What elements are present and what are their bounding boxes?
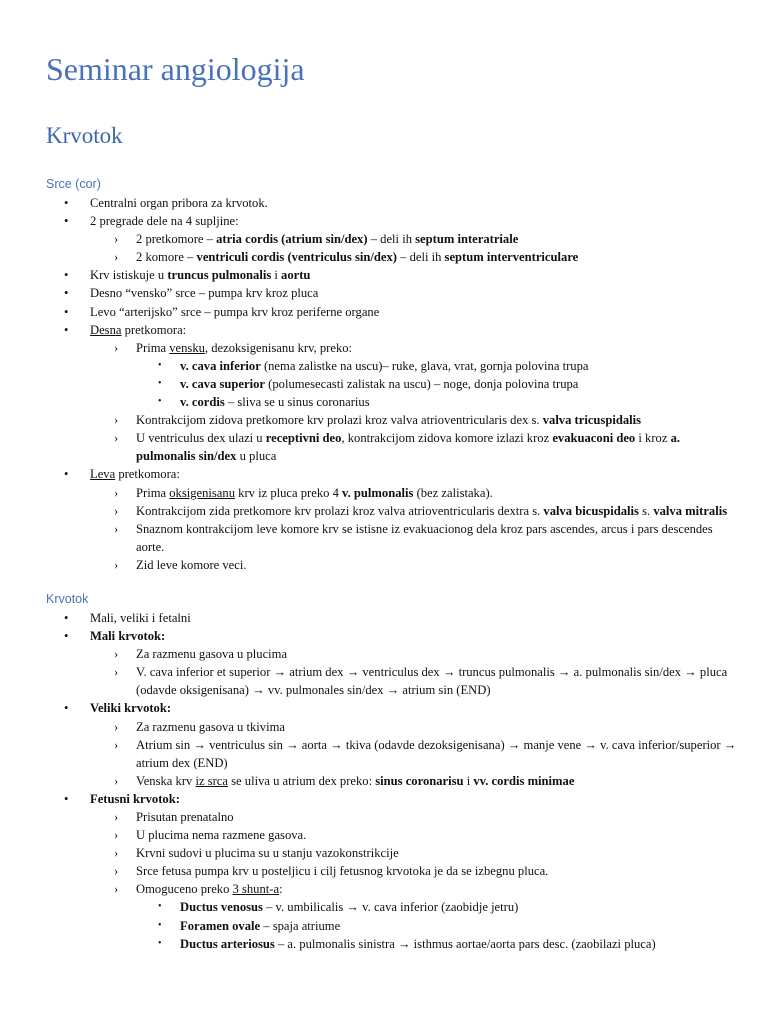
list-item xyxy=(46,627,738,645)
list-item-text: Centralni organ pribora za krvotok. xyxy=(90,196,268,210)
chevron-right-icon: › xyxy=(114,557,119,572)
chevron-right-icon: › xyxy=(114,719,119,734)
bullet-icon: • xyxy=(64,196,69,210)
list-item xyxy=(46,609,738,627)
list-item-text: U plucima nema razmene gasova. xyxy=(136,828,307,843)
list-item xyxy=(46,411,738,429)
list-item-text: Ductus venosus – v. umbilicalis → v. cava inferior (zaobidje jetru) xyxy=(180,900,519,915)
list-item xyxy=(46,880,738,898)
list-item xyxy=(46,736,738,772)
list-item xyxy=(46,248,738,266)
bullet-icon: • xyxy=(64,286,69,301)
list-item-text: Venska krv iz srca se uliva u atrium dex preko: sinus coronarisu i vv. cordis minimae xyxy=(136,773,575,788)
small-bullet-icon: • xyxy=(158,937,162,949)
list-item-text: v. cordis – sliva se u sinus coronarius xyxy=(180,395,370,410)
list-item-text: Mali krvotok: xyxy=(90,629,166,644)
list-item xyxy=(46,898,738,916)
list-item-text: Kontrakcijom zida pretkomore krv prolazi kroz valva atrioventricularis dextra s. valva bicuspidalis s. valva mitralis xyxy=(136,503,728,518)
list-item xyxy=(46,826,738,844)
small-bullet-icon: • xyxy=(158,377,162,389)
list-item xyxy=(46,339,738,357)
list-item xyxy=(46,393,738,411)
list-item xyxy=(46,935,738,953)
list-item xyxy=(46,321,738,339)
list-item-text: Snaznom kontrakcijom leve komore krv se istisne iz evakuacionog dela kroz pars ascendes, arcus i pars descendes aorte. xyxy=(136,521,713,554)
list-item-text: V. cava inferior et superior → atrium dex → ventriculus dex → truncus pulmonalis → a. pulmonalis sin/dex → pluca (odavde oksigenisana) → vv. pulmonales sin/dex → atrium sin (END) xyxy=(136,665,728,698)
small-bullet-icon: • xyxy=(158,919,162,931)
list-item-text: Ductus arteriosus – a. pulmonalis sinistra → isthmus aortae/aorta pars desc. (zaobilazi pluca) xyxy=(180,936,656,951)
bullet-icon: • xyxy=(64,322,69,337)
section-heading: Srce (cor) xyxy=(46,177,101,191)
chevron-right-icon: › xyxy=(114,232,119,247)
list-item xyxy=(46,663,738,699)
list-item-text: Za razmenu gasova u plucima xyxy=(136,647,288,662)
list-item-text: Kontrakcijom zidova pretkomore krv prolazi kroz valva atrioventricularis dex s. valva tricuspidalis xyxy=(136,413,642,428)
list-item xyxy=(46,645,738,663)
list-item xyxy=(46,284,738,302)
list-item-text: Prima vensku, dezoksigenisanu krv, preko: xyxy=(136,340,353,355)
list-item xyxy=(46,230,738,248)
small-bullet-icon: • xyxy=(158,359,162,371)
list-item xyxy=(46,212,738,230)
document-title: Seminar angiologija xyxy=(46,51,305,87)
list-item-text: Prima oksigenisanu krv iz pluca preko 4 v. pulmonalis (bez zalistaka). xyxy=(136,485,493,500)
bullet-list xyxy=(46,609,738,953)
list-item-text: Prisutan prenatalno xyxy=(136,810,234,824)
list-item xyxy=(46,808,738,826)
list-item-text: Desna pretkomora: xyxy=(90,322,187,337)
chevron-right-icon: › xyxy=(114,340,119,355)
bullet-list xyxy=(46,194,738,574)
list-item xyxy=(46,502,738,520)
chevron-right-icon: › xyxy=(114,665,119,680)
list-item-text: Omoguceno preko 3 shunt-a: xyxy=(136,882,283,897)
bullet-icon: • xyxy=(64,214,69,229)
list-item xyxy=(46,303,738,321)
list-item xyxy=(46,465,738,483)
list-item-text: 2 komore – ventriculi cordis (ventriculus sin/dex) – deli ih septum interventriculare xyxy=(136,250,579,265)
chevron-right-icon: › xyxy=(114,647,119,662)
list-item xyxy=(46,429,738,465)
list-item xyxy=(46,520,738,556)
list-item-text: Levo “arterijsko” srce – pumpa krv kroz periferne organe xyxy=(90,304,380,319)
list-item-text: Atrium sin → ventriculus sin → aorta → tkiva (odavde dezoksigenisana) → manje vene → v. cava inferior/superior → atrium dex (END) xyxy=(136,737,737,770)
document-subtitle: Krvotok xyxy=(46,123,123,148)
list-item xyxy=(46,556,738,574)
list-item xyxy=(46,699,738,717)
document-body xyxy=(46,176,738,953)
list-item-text: Desno “vensko” srce – pumpa krv kroz pluca xyxy=(90,286,319,301)
list-item-text: Fetusni krvotok: xyxy=(90,791,180,806)
chevron-right-icon: › xyxy=(114,737,119,752)
list-item xyxy=(46,844,738,862)
list-item-text: Krvni sudovi u plucima su u stanju vazokonstrikcije xyxy=(136,846,399,861)
bullet-icon: • xyxy=(64,268,69,283)
chevron-right-icon: › xyxy=(114,485,119,500)
small-bullet-icon: • xyxy=(158,901,162,913)
list-item-text: Krv istiskuje u truncus pulmonalis i aortu xyxy=(90,268,311,283)
small-bullet-icon: • xyxy=(158,396,162,408)
bullet-icon: • xyxy=(64,610,69,625)
list-item xyxy=(46,772,738,790)
bullet-icon: • xyxy=(64,791,69,806)
list-item xyxy=(46,266,738,284)
chevron-right-icon: › xyxy=(114,882,119,897)
list-item xyxy=(46,718,738,736)
chevron-right-icon: › xyxy=(114,864,119,879)
list-item-text: Veliki krvotok: xyxy=(90,701,172,716)
chevron-right-icon: › xyxy=(114,521,119,536)
section-heading: Krvotok xyxy=(46,591,89,606)
list-item-text: Zid leve komore veci. xyxy=(136,557,247,572)
bullet-icon: • xyxy=(64,629,69,644)
list-item-text: U ventriculus dex ulazi u receptivni deo, kontrakcijom zidova komore izlazi kroz evakuaconi deo i kroz a. pulmonalis sin/dex u pluca xyxy=(136,431,681,464)
chevron-right-icon: › xyxy=(114,846,119,861)
list-item-text: 2 pregrade dele na 4 supljine: xyxy=(90,214,239,229)
bullet-icon: • xyxy=(64,467,69,482)
bullet-icon: • xyxy=(64,304,69,319)
list-item xyxy=(46,194,738,212)
list-item-text: Mali, veliki i fetalni xyxy=(90,610,191,625)
chevron-right-icon: › xyxy=(114,431,119,446)
list-item xyxy=(46,375,738,393)
chevron-right-icon: › xyxy=(114,503,119,518)
chevron-right-icon: › xyxy=(114,250,119,265)
list-item-text: Za razmenu gasova u tkivima xyxy=(136,719,285,734)
chevron-right-icon: › xyxy=(114,773,119,788)
list-item-text: Leva pretkomora: xyxy=(90,467,180,482)
chevron-right-icon: › xyxy=(114,413,119,428)
list-item xyxy=(46,790,738,808)
list-item xyxy=(46,917,738,935)
list-item-text: v. cava inferior (nema zalistke na uscu)– ruke, glava, vrat, gornja polovina trupa xyxy=(180,358,589,373)
list-item-text: 2 pretkomore – atria cordis (atrium sin/dex) – deli ih septum interatriale xyxy=(136,232,519,247)
list-item-text: Foramen ovale – spaja atriume xyxy=(180,918,341,933)
list-item-text: v. cava superior (polumesecasti zalistak na uscu) – noge, donja polovina trupa xyxy=(180,376,579,391)
bullet-icon: • xyxy=(64,701,69,716)
chevron-right-icon: › xyxy=(114,810,119,824)
list-item xyxy=(46,484,738,502)
list-item xyxy=(46,862,738,880)
list-item xyxy=(46,357,738,375)
list-item-text: Srce fetusa pumpa krv u posteljicu i cilj fetusnog krvotoka je da se izbegnu pluca. xyxy=(136,864,549,879)
chevron-right-icon: › xyxy=(114,828,119,843)
